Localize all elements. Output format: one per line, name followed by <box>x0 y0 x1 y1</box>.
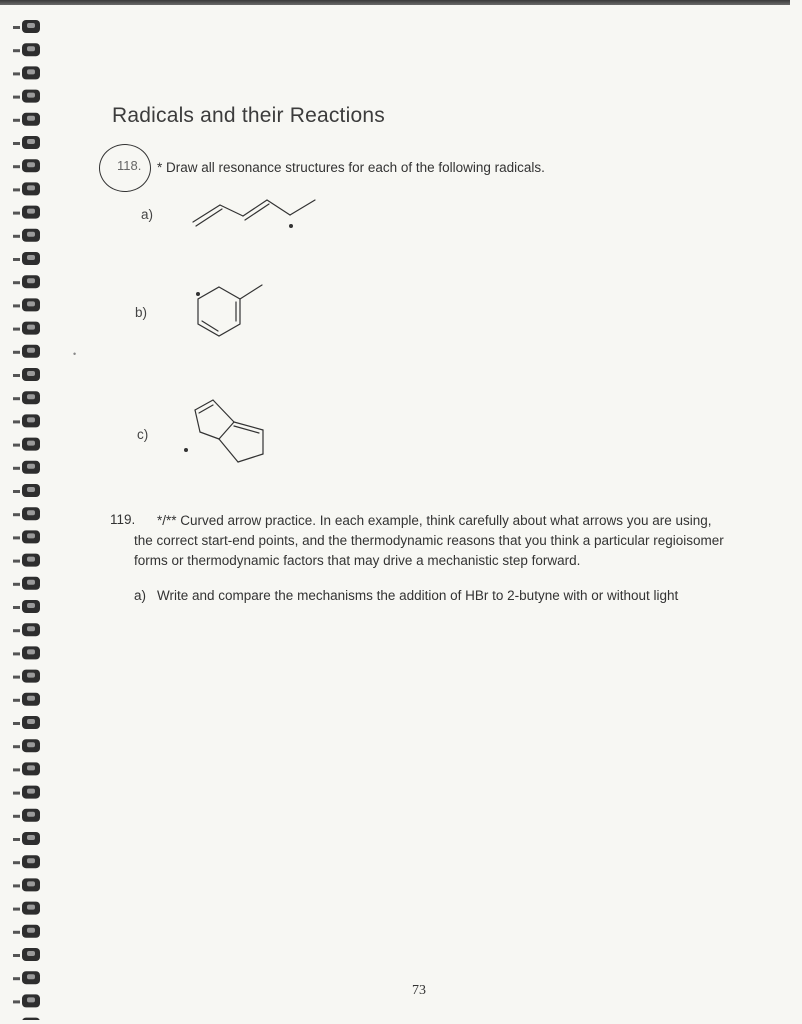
radical-structure-a <box>185 190 325 235</box>
spiral-hole <box>13 345 40 358</box>
spiral-hole <box>13 786 40 799</box>
spiral-hole <box>13 20 40 33</box>
radical-dot <box>289 224 293 228</box>
spiral-hole <box>13 646 40 659</box>
spiral-hole <box>13 902 40 915</box>
spiral-hole <box>13 275 40 288</box>
radical-dot <box>184 448 188 452</box>
spiral-hole <box>13 461 40 474</box>
radical-structure-b <box>188 275 278 350</box>
part-a-label: a) <box>141 207 154 222</box>
top-rule <box>0 0 790 5</box>
spiral-binding <box>10 10 50 1020</box>
spiral-hole <box>13 43 40 56</box>
radical-dot <box>196 292 200 296</box>
spiral-hole <box>13 762 40 775</box>
spiral-hole <box>13 530 40 543</box>
spiral-hole <box>13 159 40 172</box>
spiral-hole <box>13 948 40 961</box>
spiral-hole <box>13 229 40 242</box>
spiral-hole <box>13 90 40 103</box>
spiral-hole <box>13 438 40 451</box>
spiral-hole <box>13 322 40 335</box>
spiral-hole <box>13 113 40 126</box>
question-119-part-a-text: Write and compare the mechanisms the addition of HBr to 2-butyne with or without light <box>157 588 679 603</box>
page-number: 73 <box>412 983 426 998</box>
spiral-hole <box>13 577 40 590</box>
spiral-hole <box>13 484 40 497</box>
question-119-text: */** Curved arrow practice. In each example, think carefully about what arrows you are using, the correct start-end points, and the thermodynamic reasons that you think a particular regioisomer forms or thermodynamic factors that may drive a mechanistic step forward. <box>134 513 724 568</box>
spiral-hole <box>13 716 40 729</box>
spiral-hole <box>13 182 40 195</box>
part-b-label: b) <box>135 305 148 320</box>
question-119-number: 119. <box>110 512 136 527</box>
spiral-hole <box>13 206 40 219</box>
scan-speck: • <box>73 349 77 359</box>
spiral-hole <box>13 414 40 427</box>
spiral-hole <box>13 252 40 265</box>
spiral-hole <box>13 391 40 404</box>
radical-structure-c <box>175 392 275 472</box>
spiral-hole <box>13 739 40 752</box>
spiral-hole <box>13 878 40 891</box>
page-title: Radicals and their Reactions <box>112 104 385 127</box>
question-118-text: * Draw all resonance structures for each of the following radicals. <box>157 160 545 175</box>
spiral-hole <box>13 136 40 149</box>
spiral-hole <box>13 507 40 520</box>
spiral-hole <box>13 623 40 636</box>
spiral-hole <box>13 809 40 822</box>
spiral-hole <box>13 855 40 868</box>
part-c-label: c) <box>137 427 149 442</box>
spiral-hole <box>13 368 40 381</box>
spiral-hole <box>13 554 40 567</box>
question-118-number: 118. <box>117 158 142 173</box>
spiral-hole <box>13 693 40 706</box>
spiral-hole <box>13 925 40 938</box>
spiral-hole <box>13 670 40 683</box>
spiral-hole <box>13 66 40 79</box>
spiral-hole <box>13 832 40 845</box>
spiral-hole <box>13 600 40 613</box>
question-119-part-a-label: a) <box>134 588 147 603</box>
spiral-hole <box>13 1018 40 1020</box>
spiral-hole <box>13 298 40 311</box>
